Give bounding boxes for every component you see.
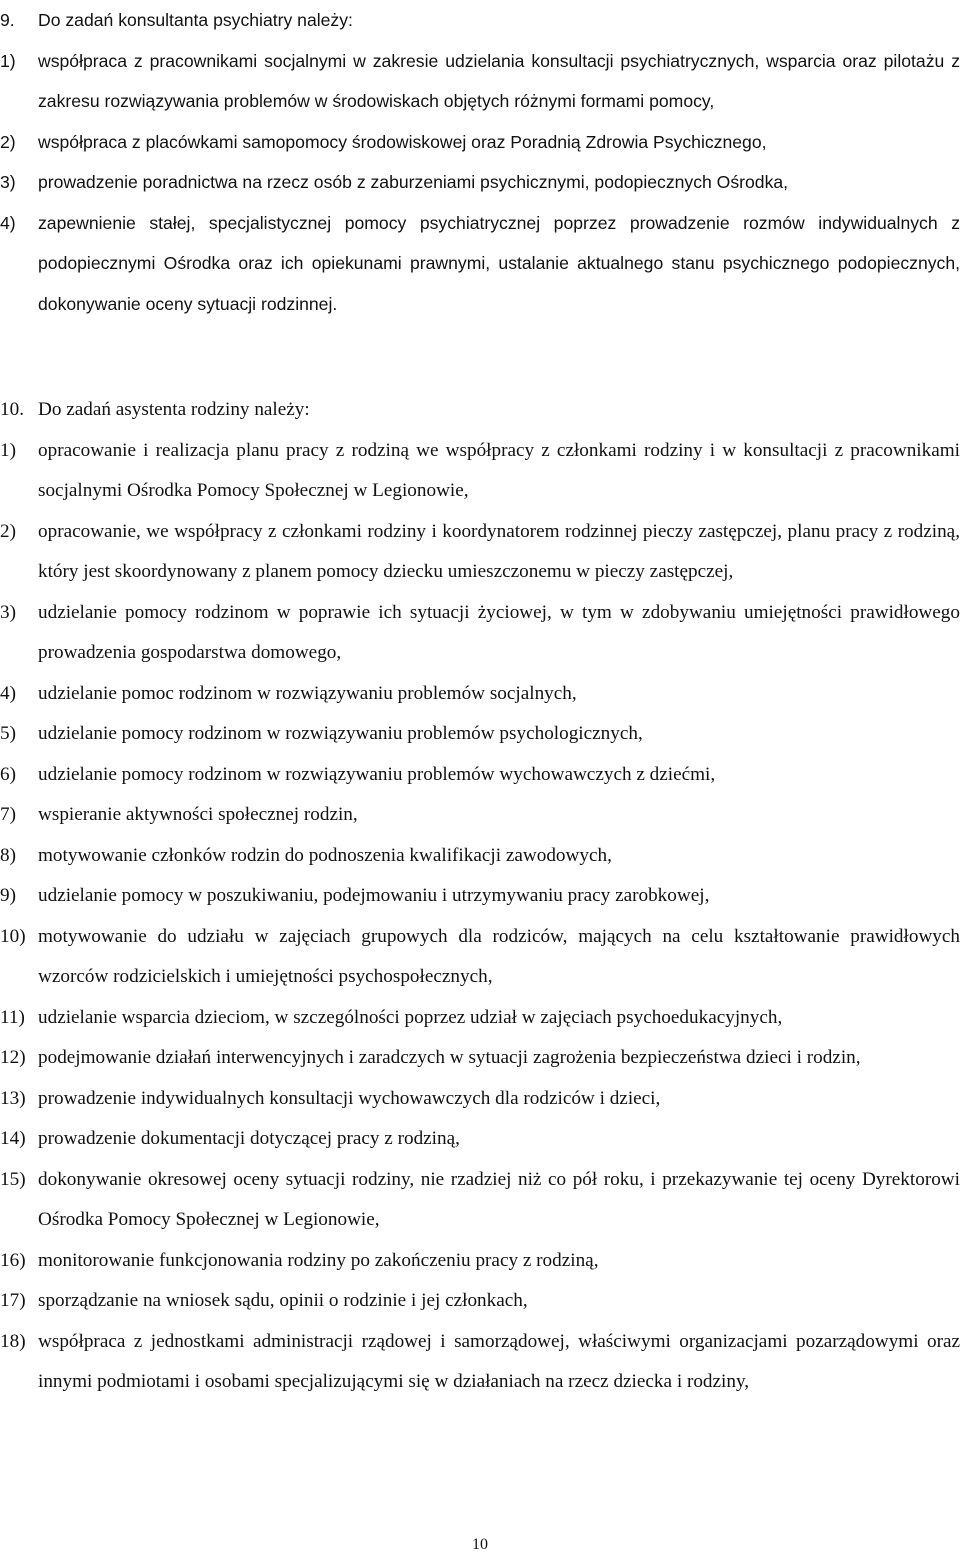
list-item-text: wspieranie aktywności społecznej rodzin, xyxy=(38,804,358,825)
list-item-text: opracowanie, we współpracy z członkami rodziny i koordynatorem rodzinnej pieczy zastępczej, planu pracy z rodziną, który jest skoordynowany z planem pomocy dziecku umieszczonemu w pieczy zastępczej, xyxy=(38,520,960,582)
list-item-number: 1) xyxy=(0,50,16,71)
list-item-number: 13) xyxy=(0,1087,26,1109)
list-item xyxy=(0,1119,960,1160)
list-item-number: 10) xyxy=(0,925,26,947)
list-item-text: dokonywanie okresowej oceny sytuacji rodziny, nie rzadziej niż co pół roku, i przekazywanie tej oceny Dyrektorowi Ośrodka Pomocy Społecznej w Legionowie, xyxy=(38,1168,960,1230)
list-item-number: 18) xyxy=(0,1330,26,1352)
list-item-number: 16) xyxy=(0,1249,26,1271)
list-item-text: udzielanie wsparcia dzieciom, w szczególności poprzez udział w zajęciach psychoedukacyjnych, xyxy=(38,1006,783,1028)
list-item-number: 9) xyxy=(0,885,16,906)
list-item-text: monitorowanie funkcjonowania rodziny po zakończeniu pracy z rodziną, xyxy=(38,1249,599,1271)
list-item xyxy=(0,1038,960,1079)
list-item xyxy=(0,1281,960,1322)
list-item xyxy=(0,674,960,715)
section-title: Do zadań asystenta rodziny należy: xyxy=(38,399,310,420)
list-item xyxy=(0,714,960,755)
section-psychiatric-consultant xyxy=(0,0,960,324)
list-item-number: 1) xyxy=(0,439,16,461)
list-item-text: udzielanie pomocy rodzinom w poprawie ich sytuacji życiowej, w tym w zdobywaniu umiejętności prawidłowego prowadzenia gospodarstwa domowego, xyxy=(38,601,960,663)
list-item-text: motywowanie członków rodzin do podnoszenia kwalifikacji zawodowych, xyxy=(38,844,612,866)
list-item xyxy=(0,836,960,877)
list-item xyxy=(0,431,960,512)
section-heading xyxy=(0,0,960,41)
list-item xyxy=(0,593,960,674)
list-item xyxy=(0,122,960,163)
page-number: 10 xyxy=(472,1536,488,1553)
list-item xyxy=(0,1241,960,1282)
list-item-text: zapewnienie stałej, specjalistycznej pomocy psychiatrycznej poprzez prowadzenie rozmów indywidualnych z podopiecznymi Ośrodka oraz ich opiekunami prawnymi, ustalanie aktualnego stanu psychicznego podopiecznych, dokonywanie oceny sytuacji rodzinnej. xyxy=(38,212,960,314)
list-item-number: 5) xyxy=(0,723,16,744)
list-item-number: 3) xyxy=(0,172,16,192)
list-item-text: udzielanie pomocy w poszukiwaniu, podejmowaniu i utrzymywaniu pracy zarobkowej, xyxy=(38,885,710,906)
list-item-text: udzielanie pomocy rodzinom w rozwiązywaniu problemów wychowawczych z dziećmi, xyxy=(38,763,716,785)
list-item-number: 2) xyxy=(0,131,16,152)
section-family-assistant xyxy=(0,390,960,1403)
list-item xyxy=(0,1322,960,1403)
list-item-text: współpraca z pracownikami socjalnymi w zakresie udzielania konsultacji psychiatrycznych, wsparcia oraz pilotażu z zakresu rozwiązywania problemów w środowiskach objętych różnymi formami pomocy, xyxy=(38,50,960,111)
list-item-number: 12) xyxy=(0,1047,26,1068)
list-item-number: 2) xyxy=(0,520,16,542)
item-list xyxy=(0,41,960,325)
item-list xyxy=(0,431,960,1403)
list-item-text: sporządzanie na wniosek sądu, opinii o rodzinie i jej członkach, xyxy=(38,1290,528,1311)
list-item-number: 8) xyxy=(0,844,16,866)
list-item xyxy=(0,755,960,796)
section-number: 10. xyxy=(0,399,24,420)
list-item xyxy=(0,203,960,325)
list-item-number: 3) xyxy=(0,601,16,623)
list-item-number: 4) xyxy=(0,212,16,233)
list-item-text: współpraca z placówkami samopomocy środowiskowej oraz Poradnią Zdrowia Psychicznego, xyxy=(38,131,767,152)
list-item xyxy=(0,1160,960,1241)
list-item xyxy=(0,41,960,122)
list-item-text: udzielanie pomocy rodzinom w rozwiązywaniu problemów psychologicznych, xyxy=(38,723,643,744)
list-item xyxy=(0,512,960,593)
section-heading xyxy=(0,390,960,431)
list-item-text: prowadzenie poradnictwa na rzecz osób z zaburzeniami psychicznymi, podopiecznych Ośrodka, xyxy=(38,172,789,192)
list-item xyxy=(0,998,960,1039)
list-item-number: 15) xyxy=(0,1168,26,1190)
list-item xyxy=(0,876,960,917)
list-item xyxy=(0,795,960,836)
list-item xyxy=(0,1079,960,1120)
list-item-text: opracowanie i realizacja planu pracy z rodziną we współpracy z członkami rodziny i w konsultacji z pracownikami socjalnymi Ośrodka Pomocy Społecznej w Legionowie, xyxy=(38,439,960,501)
list-item-text: współpraca z jednostkami administracji rządowej i samorządowej, właściwymi organizacjami pozarządowymi oraz innymi podmiotami i osobami specjalizującymi się w działaniach na rzecz dziecka i rodziny, xyxy=(38,1330,960,1392)
section-number: 9. xyxy=(0,10,15,30)
list-item-number: 4) xyxy=(0,682,16,704)
section-title: Do zadań konsultanta psychiatry należy: xyxy=(38,10,353,30)
list-item-number: 11) xyxy=(0,1006,25,1028)
list-item xyxy=(0,162,960,203)
list-item xyxy=(0,917,960,998)
list-item-number: 14) xyxy=(0,1128,26,1149)
list-item-number: 7) xyxy=(0,804,16,825)
list-item-text: udzielanie pomoc rodzinom w rozwiązywaniu problemów socjalnych, xyxy=(38,682,577,704)
list-item-text: motywowanie do udziału w zajęciach grupowych dla rodziców, mających na celu kształtowanie prawidłowych wzorców rodzicielskich i umiejętności psychospołecznych, xyxy=(38,925,960,987)
list-item-number: 6) xyxy=(0,763,16,785)
list-item-text: prowadzenie indywidualnych konsultacji wychowawczych dla rodziców i dzieci, xyxy=(38,1087,661,1109)
list-item-text: podejmowanie działań interwencyjnych i zaradczych w sytuacji zagrożenia bezpieczeństwa dzieci i rodzin, xyxy=(38,1047,861,1068)
list-item-number: 17) xyxy=(0,1290,26,1311)
list-item-text: prowadzenie dokumentacji dotyczącej pracy z rodziną, xyxy=(38,1128,460,1149)
